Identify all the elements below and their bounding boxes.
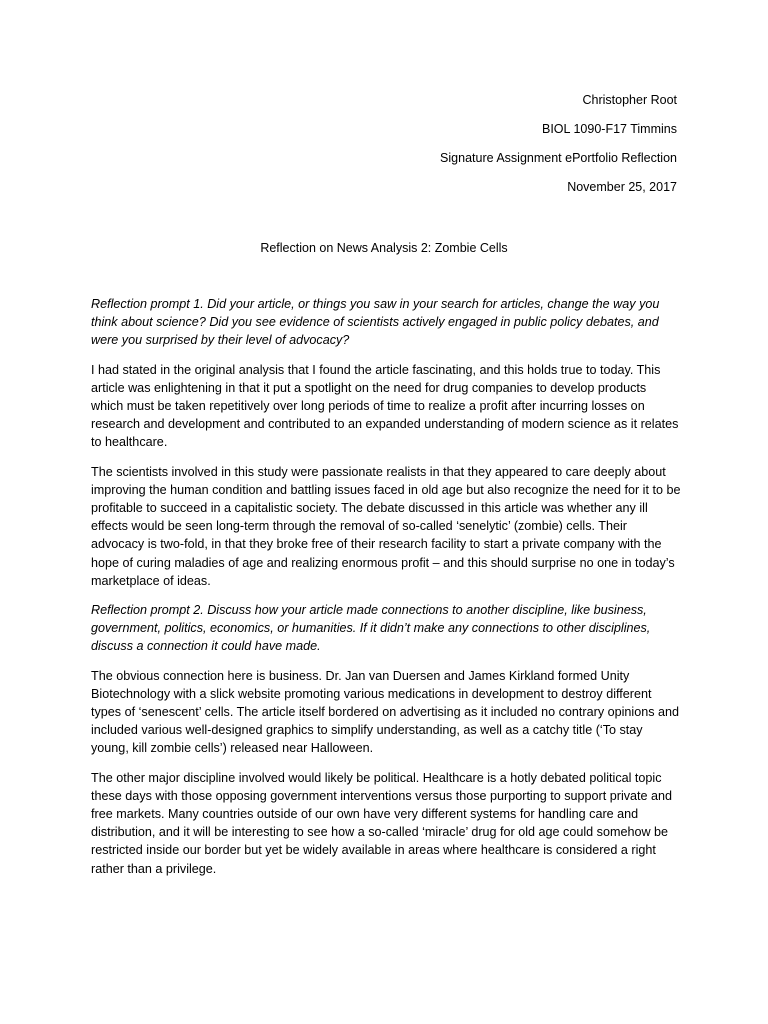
reflection-prompt-1: Reflection prompt 1. Did your article, or things you saw in your search for articles, change the way you think about science? Did you see evidence of scientists actively engaged in public policy debates, and were you surprised by their level of advocacy? (91, 297, 660, 348)
author-name: Christopher Root (582, 93, 677, 107)
reflection-prompt-2: Reflection prompt 2. Discuss how your article made connections to another discipline, like business, government, politics, economics, or humanities. If it didn’t make any connections to other disciplines, discuss a connection it could have made. (91, 603, 651, 654)
course-name: BIOL 1090-F17 Timmins (541, 122, 677, 136)
body-paragraph: I had stated in the original analysis that I found the article fascinating, and this holds true to today. This article was enlightening in that it put a spotlight on the need for drug companies to develop products which must be taken repetitively over long periods of time to realize a profit after incurring losses on research and development and contributed to an expanded understanding of modern science as it relates to healthcare. (91, 362, 679, 450)
body-paragraph: The obvious connection here is business. Dr. Jan van Duersen and James Kirkland formed Unity Biotechnology with a slick website promoting various medications in development to destroy different types of ‘senescent’ cells. The article itself bordered on advertising as it included no contrary opinions and included various well-designed graphics to simplify understanding, as well as a catchy title (‘To stay young, kill zombie cells’) released near Halloween. (91, 668, 680, 756)
body-paragraph: The scientists involved in this study were passionate realists in that they appeared to care deeply about improving the human condition and battling issues faced in old age but also recognize the need for it to be profitable to succeed in a capitalistic society. The debate discussed in this article was whether any ill effects would be seen long-term through the removal of so-called ‘senelytic’ (zombie) cells. Their advocacy is two-fold, in that they broke free of their research facility to start a private company with the hope of curing maladies of age and realizing enormous profit – and this should surprise no one in today’s marketplace of ideas. (91, 464, 681, 588)
document-title: Reflection on News Analysis 2: Zombie Cells (260, 241, 508, 255)
document-header (440, 92, 677, 208)
assignment-name: Signature Assignment ePortfolio Reflection (440, 151, 677, 165)
document-date: November 25, 2017 (567, 180, 677, 194)
document-body (91, 295, 681, 889)
body-paragraph: The other major discipline involved would likely be political. Healthcare is a hotly debated political topic these days with those opposing government interventions versus those purporting to support private and free markets. Many countries outside of our own have very different systems for handling care and distribution, and it will be interesting to see how a so-called ‘miracle’ drug for old age could somehow be restricted inside our border but yet be widely available in areas where healthcare is considered a right rather than a privilege. (91, 770, 673, 876)
